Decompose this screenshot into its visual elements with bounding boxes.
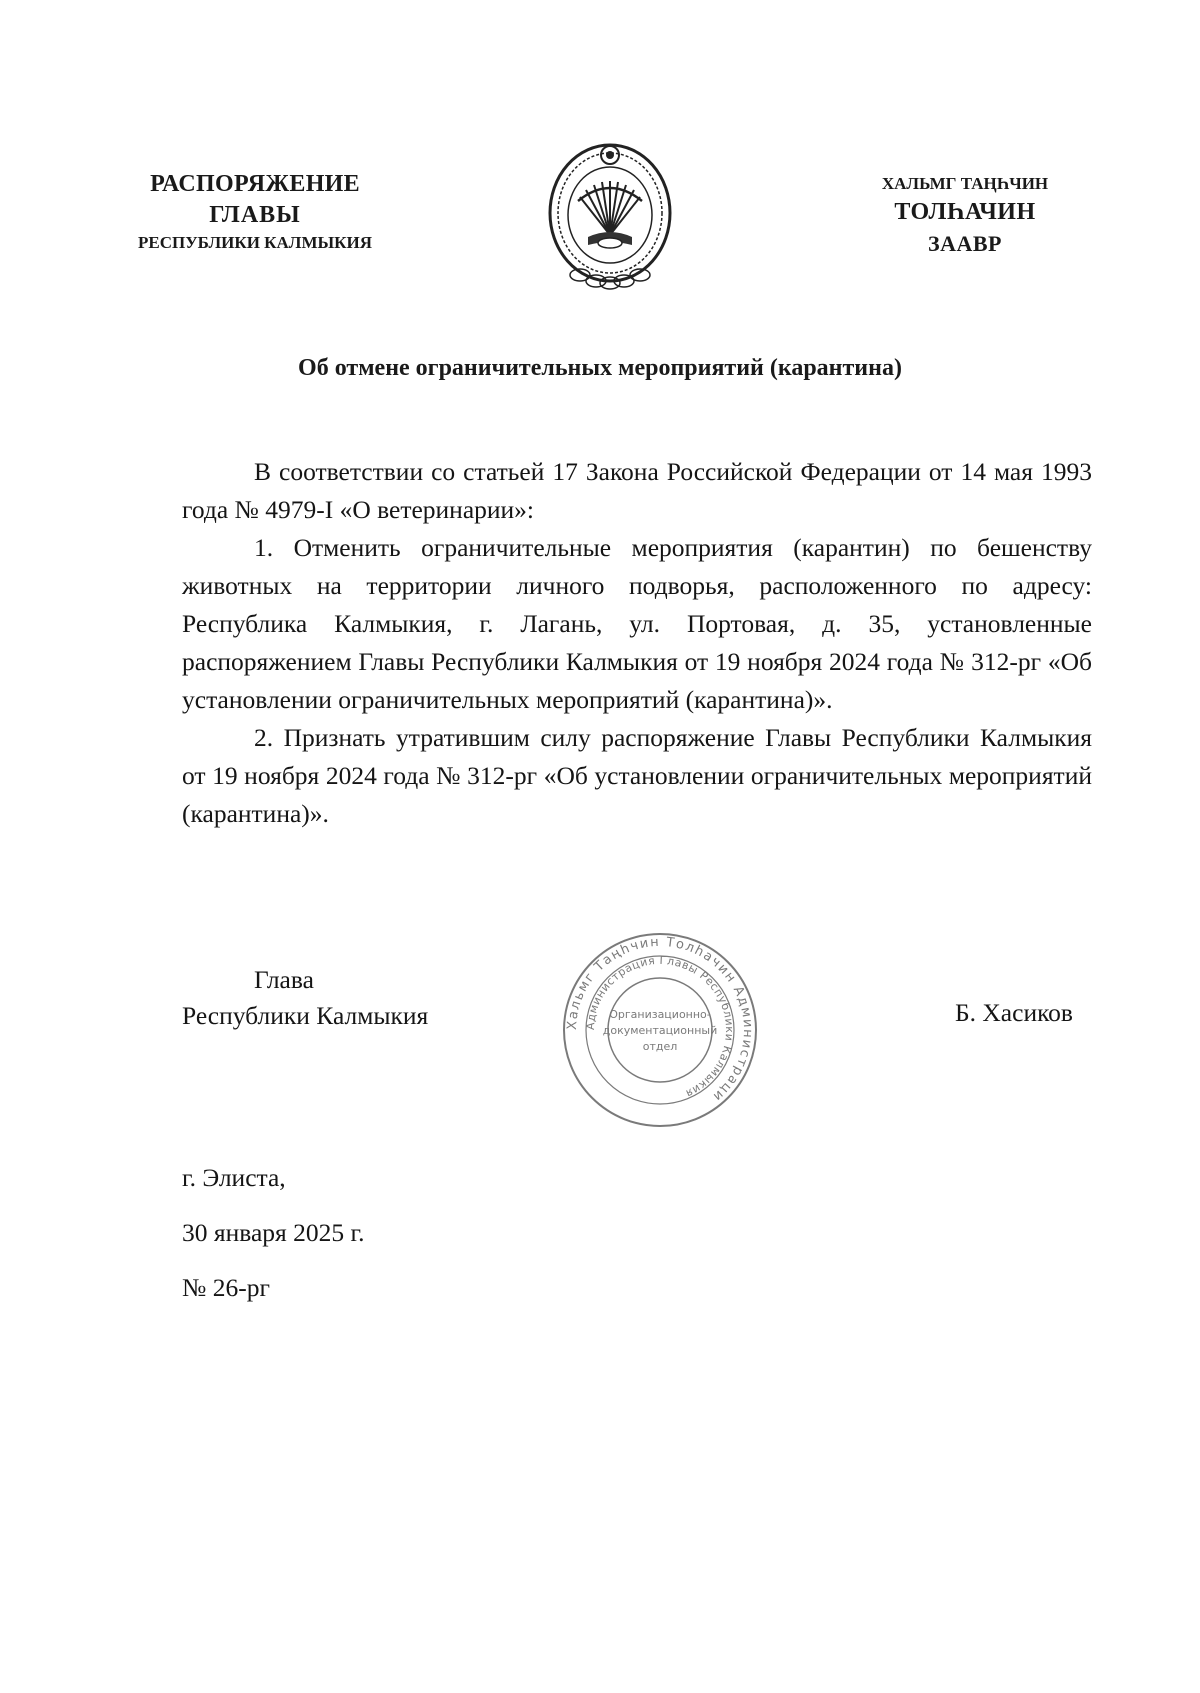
signature-role [182,962,428,1034]
stamp-center-line3: отдел [642,1040,678,1053]
header-left-line1: РАСПОРЯЖЕНИЕ [150,171,360,197]
signature-role-line1: Глава [254,965,314,994]
footer-number: № 26-рг [182,1273,270,1302]
footer-city: г. Элиста, [182,1163,286,1192]
stamp-outer-text: Хальмг Таңһчин Толһачин Администраци [564,934,756,1105]
header-left [90,168,420,256]
stamp-inner-text: Администрация Главы Республики Калмыкия [583,953,737,1101]
header-right-line3: ЗААВР [928,231,1002,256]
kalmykia-emblem [540,135,680,295]
header-left-line2: ГЛАВЫ [209,202,301,228]
body-item-1: 1. Отменить ограничительные мероприятия (карантин) по бешенству животных на территории личного подворья, расположенного по адресу: Республика Калмыкия, г. Лагань, ул. Портовая, д. 35, установленные распоряжением Главы Республики Калмыкия от 19 ноября 2024 года № 312-рг «Об установлении ограничительных мероприятий (карантина)». [182,533,1092,714]
body-intro: В соответствии со статьей 17 Закона Российской Федерации от 14 мая 1993 года № 4979-I «О ветеринарии»: [182,457,1092,524]
footer-date: 30 января 2025 г. [182,1218,365,1247]
header-left-line3: РЕСПУБЛИКИ КАЛМЫКИЯ [137,233,373,252]
document-body [182,453,1092,833]
header-right-line1: ХАЛЬМГ ТАҢҺЧИН [881,174,1049,193]
stamp-center-line2: документационный [602,1024,718,1037]
document-footer [182,1160,364,1325]
body-item-2: 2. Признать утратившим силу распоряжение Главы Республики Калмыкия от 19 ноября 2024 года № 312-рг «Об установлении ограничительных мероприятий (карантина)». [182,723,1092,828]
header-right [845,172,1085,260]
signature-role-line2: Республики Калмыкия [182,1001,429,1030]
stamp-center-line1: Организационно- [609,1008,711,1021]
signatory-name: Б. Хасиков [955,998,1073,1027]
header-right-line2: ТОЛҺАЧИН [894,199,1036,225]
official-stamp [560,930,760,1130]
document-title: Об отмене ограничительных мероприятий (карантина) [298,355,902,381]
